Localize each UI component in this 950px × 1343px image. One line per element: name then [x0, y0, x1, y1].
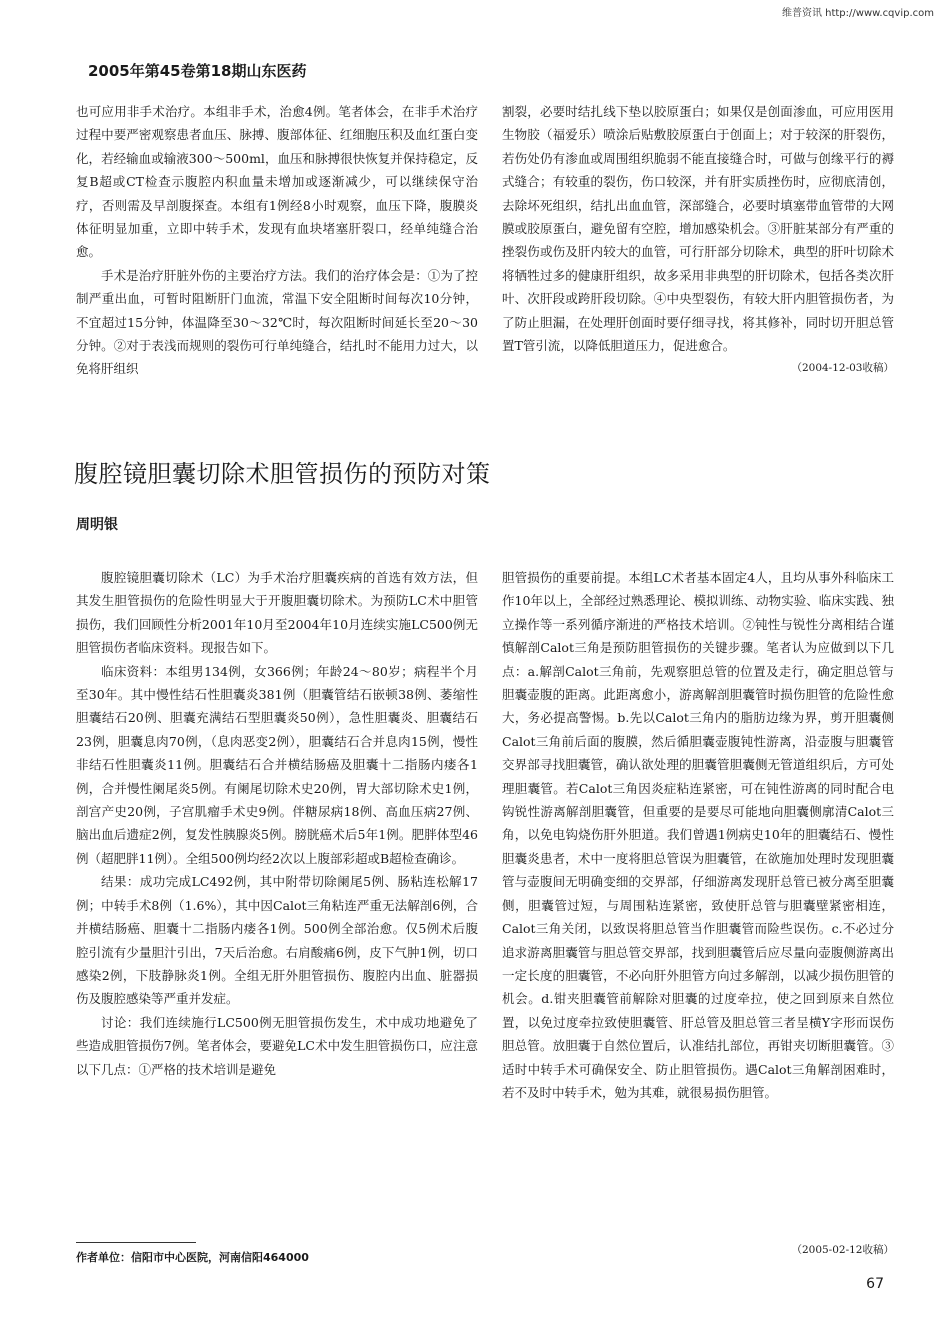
watermark: 维普资讯 http://www.cqvip.com [781, 8, 934, 19]
paragraph: 结果：成功完成LC492例，其中附带切除阑尾5例、肠粘连松解17例；中转手术8例（1.6%），其中因Calot三角粘连严重无法解剖6例，合并横结肠癌、胆囊十二指肠内瘘各1例。500例全部治愈。仅5例术后腹腔引流有少量胆汁引出，7天后治愈。右肩酸痛6例，皮下气肿1例，切口感染2例，下肢静脉炎1例。全组无肝外胆管损伤、腹腔内出血、脏器损伤及腹腔感染等严重并发症。 [76, 874, 478, 1007]
author-affiliation: 作者单位：信阳市中心医院，河南信阳464000 [76, 1251, 309, 1264]
paragraph: 临床资料：本组男134例，女366例；年龄24～80岁；病程半个月至30年。其中慢性结石性胆囊炎381例（胆囊管结石嵌顿38例、萎缩性胆囊结石20例、胆囊充满结石型胆囊炎50例），急性胆囊炎、胆囊结石23例，胆囊息肉70例，（息肉恶变2例），胆囊结石合并息肉15例，慢性非结石性胆囊炎11例。胆囊结石合并横结肠癌及胆囊十二指肠内瘘各1例，合并慢性阑尾炎5例。有阑尾切除术史20例，胃大部切除术史1例，剖宫产史20例，子宫肌瘤手术史9例。伴糖尿病18例、高血压病27例、脑出血后遗症2例，复发性胰腺炎5例。膀胱癌术后5年1例。肥胖体型46例（超肥胖11例）。全组500例均经2次以上腹部彩超或B超检查确诊。 [76, 663, 478, 866]
paragraph: 腹腔镜胆囊切除术（LC）为手术治疗胆囊疾病的首选有效方法，但其发生胆管损伤的危险性明显大于开腹胆囊切除术。为预防LC术中胆管损伤，我们回顾性分析2001年10月至2004年10月连续实施LC500例无胆管损伤者临床资料。现报告如下。 [76, 570, 478, 656]
top-right-column [502, 100, 894, 381]
article-title: 腹腔镜胆囊切除术胆管损伤的预防对策 [74, 460, 491, 488]
top-left-column [76, 100, 478, 381]
article-received-date: （2005-02-12收稿） [791, 1244, 894, 1256]
paragraph: 手术是治疗肝脏外伤的主要治疗方法。我们的治疗体会是：①为了控制严重出血，可暂时阻断肝门血流，常温下安全阻断时间每次10分钟，不宜超过15分钟，体温降至30～32℃时，每次阻断时间延长至20～30分钟。②对于表浅而规则的裂伤可行单纯缝合，结扎时不能用力过大，以免将肝组织 [76, 267, 478, 377]
paragraph: 也可应用非手术治疗。本组非手术，治愈4例。笔者体会，在非手术治疗过程中要严密观察患者血压、脉搏、腹部体征、红细胞压积及血红蛋白变化，若经输血或输液300～500ml，血压和脉搏很快恢复并保持稳定，反复B超或CT检查示腹腔内积血量未增加或逐渐减少，可以继续保守治疗，否则需及早剖腹探查。本组有1例经8小时观察，血压下降，腹膜炎体征明显加重，立即中转手术，发现有血块堵塞肝裂口，经单纯缝合治愈。 [76, 104, 478, 260]
article-left-column [76, 566, 478, 1081]
running-head: 2005年第45卷第18期山东医药 [88, 62, 307, 80]
footnote-divider [76, 1242, 196, 1243]
paragraph: 割裂，必要时结扎线下垫以胶原蛋白；如果仅是创面渗血，可应用医用生物胶（福爱乐）喷涂后贴敷胶原蛋白于创面上；对于较深的肝裂伤，若伤处仍有渗血或周围组织脆弱不能直接缝合时，可做与创缘平行的褥式缝合；有较重的裂伤，伤口较深，并有肝实质挫伤时，应彻底清创，去除坏死组织，结扎出血血管，深部缝合，必要时填塞带血管带的大网膜或胶原蛋白，避免留有空腔，增加感染机会。③肝脏某部分有严重的挫裂伤或伤及肝内较大的血管，可行肝部分切除术，典型的肝叶切除术将牺牲过多的健康肝组织，故多采用非典型的肝切除术，包括各类次肝叶、次肝段或跨肝段切除。④中央型裂伤，有较大肝内胆管损伤者，为了防止胆漏，在处理肝创面时要仔细寻找，将其修补，同时切开胆总管置T管引流，以降低胆道压力，促进愈合。 [502, 104, 894, 354]
article-right-column [502, 566, 894, 1104]
article-author: 周明银 [76, 517, 118, 533]
received-date: （2004-12-03收稿） [791, 362, 894, 375]
page-number: 67 [866, 1276, 884, 1292]
paragraph: 讨论：我们连续施行LC500例无胆管损伤发生，术中成功地避免了些造成胆管损伤7例。笔者体会，要避免LC术中发生胆管损伤口，应注意以下几点：①严格的技术培训是避免 [76, 1014, 478, 1077]
paragraph: 胆管损伤的重要前提。本组LC术者基本固定4人，且均从事外科临床工作10年以上，全部经过熟悉理论、模拟训练、动物实验、临床实践、独立操作等一系列循序渐进的严格技术培训。②钝性与锐性分离相结合谨慎解剖Calot三角是预防胆管损伤的关键步骤。笔者认为应做到以下几点：a.解剖Calot三角前，先观察胆总管的位置及走行，确定胆总管与胆囊壶腹的距离。此距离愈小，游离解剖胆囊管时损伤胆管的危险性愈大，务必提高警惕。b.先以Calot三角内的脂肪边缘为界，剪开胆囊侧Calot三角前后面的腹膜，然后循胆囊壶腹钝性游离，沿壶腹与胆囊管交界部寻找胆囊管，确认欲处理的胆囊管胆囊侧无管道组织后，方可处理胆囊管。若Calot三角因炎症粘连紧密，可在钝性游离的同时配合电钩锐性游离解剖胆囊管，但重要的是要尽可能地向胆囊侧廓清Calot三角，以免电钩烧伤肝外胆道。我们曾遇1例病史10年的胆囊结石、慢性胆囊炎患者，术中一度将胆总管误为胆囊管，在欲施加处理时发现胆囊管与壶腹间无明确变细的交界部，仔细游离发现肝总管已被分离至胆囊侧，胆囊管过短，与周围粘连紧密，致使肝总管与胆囊壁紧密相连，Calot三角关闭，以致误将胆总管当作胆囊管而险些误伤。c.不必过分追求游离胆囊管与胆总管交界部，找到胆囊管后应尽量向壶腹侧游离出一定长度的胆囊管，不必向肝外胆管方向过多解剖，以减少损伤胆管的机会。d.钳夹胆囊管前解除对胆囊的过度牵拉，使之回到原来自然位置，以免过度牵拉致使胆囊管、肝总管及胆总管三者呈横Y字形而误伤胆总管。放胆囊于自然位置后，认准结扎部位，再钳夹切断胆囊管。③适时中转手术可确保安全、防止胆管损伤。遇Calot三角解剖困难时，若不及时中转手术，勉为其难，就很易损伤胆管。 [502, 570, 894, 1100]
